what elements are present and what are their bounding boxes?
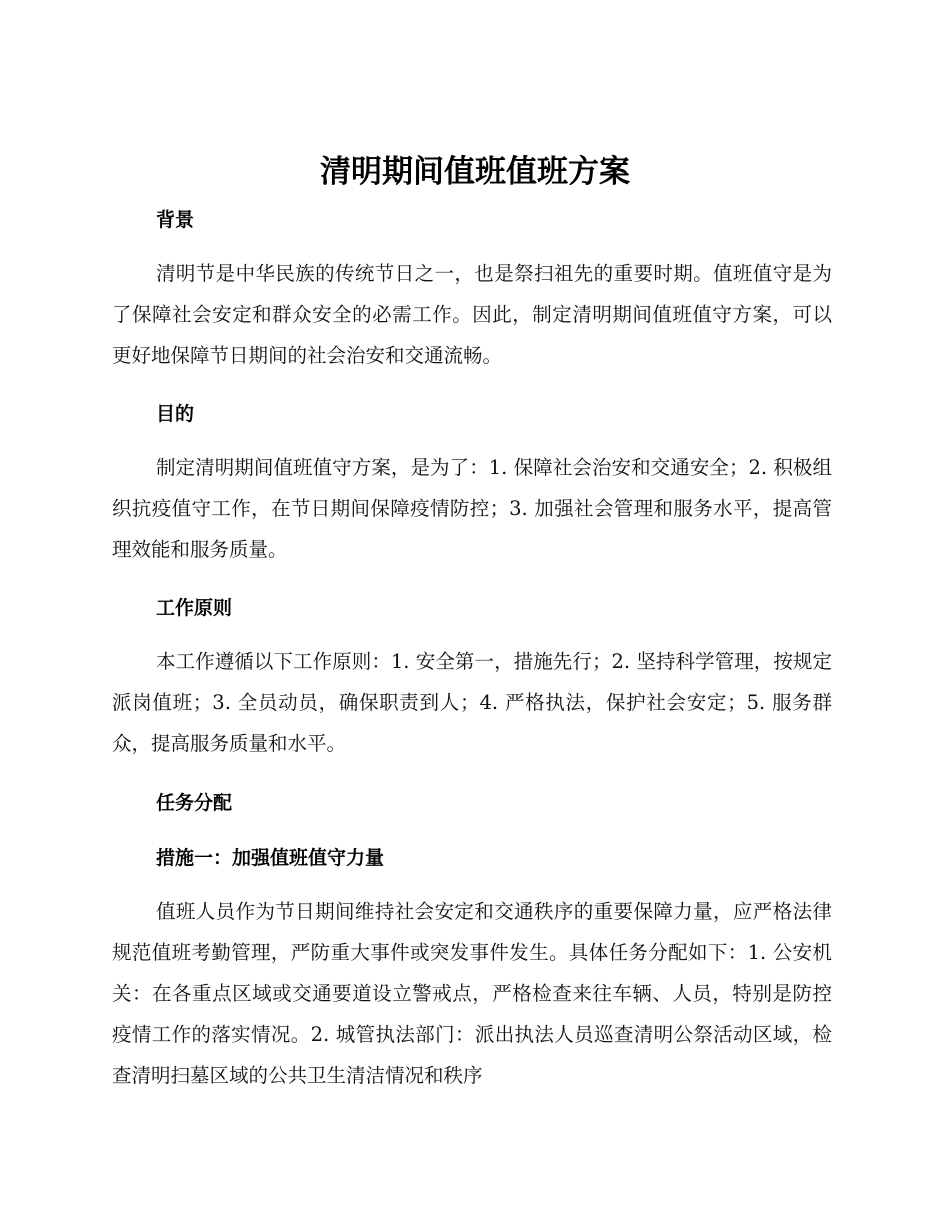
section-body-principles: 本工作遵循以下工作原则：1. 安全第一，措施先行；2. 坚持科学管理，按规定派岗值班；3. 全员动员，确保职责到人；4. 严格执法，保护社会安定；5. 服务群众，提高服务质量和水平。 — [112, 650, 832, 755]
section-heading-principles: 工作原则 — [156, 597, 233, 619]
section-heading-background: 背景 — [156, 209, 195, 231]
section-heading-task-allocation: 任务分配 — [156, 792, 233, 814]
section-body-background: 清明节是中华民族的传统节日之一，也是祭扫祖先的重要时期。值班值守是为了保障社会安定和群众安全的必需工作。因此，制定清明期间值班值守方案，可以更好地保障节日期间的社会治安和交通流畅。 — [112, 262, 832, 367]
section-body-measure-one: 值班人员作为节日期间维持社会安定和交通秩序的重要保障力量，应严格法律规范值班考勤管理，严防重大事件或突发事件发生。具体任务分配如下：1. 公安机关：在各重点区域或交通要道设立警戒点，严格检查来往车辆、人员，特别是防控疫情工作的落实情况。2. 城管执法部门：派出执法人员巡查清明公祭活动区域，检查清明扫墓区域的公共卫生清洁情况和秩序 — [112, 900, 832, 1087]
document-title: 清明期间值班值班方案 — [320, 154, 630, 190]
section-heading-purpose: 目的 — [156, 403, 195, 425]
section-body-purpose: 制定清明期间值班值守方案，是为了：1. 保障社会治安和交通安全；2. 积极组织抗疫值守工作，在节日期间保障疫情防控；3. 加强社会管理和服务水平，提高管理效能和服务质量。 — [112, 456, 832, 561]
section-heading-measure-one: 措施一：加强值班值守力量 — [156, 847, 385, 869]
